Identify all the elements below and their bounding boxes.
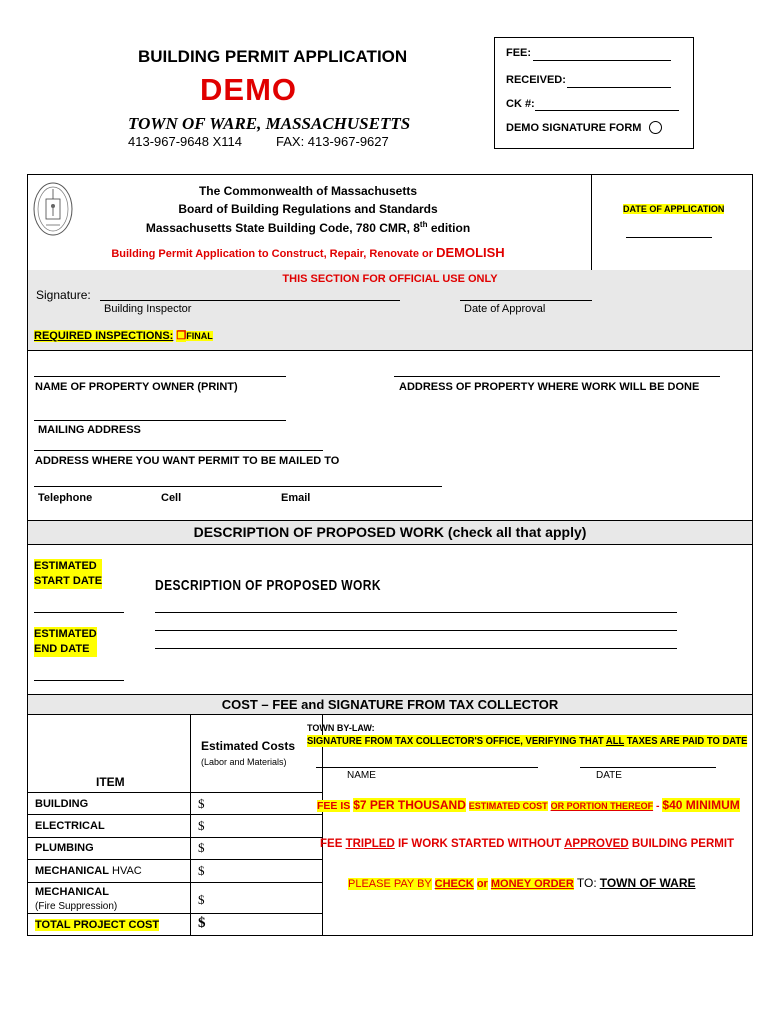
commonwealth-line1: The Commonwealth of Massachusetts — [198, 184, 418, 198]
owner-name-label: NAME OF PROPERTY OWNER (PRINT) — [35, 381, 238, 393]
money-order-text: MONEY ORDER — [490, 878, 574, 890]
approved-word: APPROVED — [564, 838, 629, 850]
required-inspections — [34, 329, 213, 342]
check-text: CHECK — [434, 878, 474, 890]
final-label: FINAL — [186, 331, 213, 341]
edition-sup: th — [419, 220, 428, 229]
date-of-application-line[interactable] — [626, 237, 712, 238]
description-section — [27, 544, 753, 694]
to-text: TO: — [576, 876, 597, 890]
code-text: Massachusetts State Building Code, 780 CMR, 8 — [145, 221, 420, 235]
demo-heading: DEMO — [200, 72, 297, 107]
sig-note-post: TAXES ARE PAID TO DATE — [626, 735, 748, 747]
row-divider — [28, 859, 323, 860]
start-date-label — [34, 559, 102, 589]
tax-collector-name-line[interactable] — [316, 767, 538, 768]
received-input-line[interactable] — [567, 87, 671, 88]
contact-line[interactable] — [34, 486, 442, 487]
mailing-address-line[interactable] — [34, 420, 286, 421]
approval-date-line[interactable] — [460, 300, 592, 301]
fee-tripled-note — [320, 838, 734, 850]
plumbing-cost-currency[interactable]: $ — [198, 840, 205, 855]
pay-by-text: PLEASE PAY BY — [348, 878, 432, 890]
building-inspector-label: Building Inspector — [104, 303, 192, 315]
phone-number: 413-967-9648 X114 — [128, 134, 242, 149]
email-label: Email — [281, 492, 311, 504]
fee-box — [494, 37, 694, 149]
permit-mail-address-label: ADDRESS WHERE YOU WANT PERMIT TO BE MAILED TO — [35, 455, 340, 467]
tripled-post: BUILDING PERMIT — [631, 838, 735, 850]
mechanical-hvac-label — [35, 865, 142, 877]
section-divider — [591, 175, 592, 271]
fee-dash: - — [656, 800, 660, 812]
commonwealth-section — [27, 174, 753, 272]
fire-cost-currency[interactable]: $ — [198, 892, 205, 907]
description-heading: DESCRIPTION OF PROPOSED WORK (check all that apply) — [27, 520, 753, 545]
fee-rate-note — [317, 798, 740, 812]
row-divider — [28, 814, 323, 815]
cell-label: Cell — [161, 492, 182, 504]
fee-is-text: FEE IS — [317, 800, 351, 812]
payment-note — [348, 876, 696, 890]
mailing-address-label: MAILING ADDRESS — [38, 424, 141, 436]
work-description-line-2[interactable] — [155, 630, 677, 631]
row-divider — [28, 913, 323, 914]
plumbing-label: PLUMBING — [35, 842, 94, 854]
row-divider — [28, 837, 323, 838]
received-label: RECEIVED: — [506, 74, 566, 86]
cost-section — [27, 714, 753, 936]
official-use-heading: THIS SECTION FOR OFFICIAL USE ONLY — [282, 273, 498, 285]
mechanical-fire-label: MECHANICAL — [35, 886, 109, 898]
owner-section — [27, 350, 753, 520]
tax-collector-signature-note — [307, 735, 747, 747]
required-inspections-label: REQUIRED INSPECTIONS: — [34, 330, 174, 342]
fee-portion-text: OR PORTION THEREOF — [550, 801, 654, 811]
total-project-cost-label: TOTAL PROJECT COST — [35, 919, 160, 931]
electrical-label: ELECTRICAL — [35, 820, 105, 832]
fee-minimum-text: $40 MINIMUM — [662, 798, 740, 812]
date-of-application-label: DATE OF APPLICATION — [623, 204, 725, 214]
demolish-emphasis: DEMOLISH — [436, 245, 505, 260]
work-description-line-3[interactable] — [155, 648, 677, 649]
end-label-1: ESTIMATED — [34, 628, 97, 640]
demo-signature-form-label: DEMO SIGNATURE FORM — [506, 122, 642, 134]
tripled-mid: IF WORK STARTED WITHOUT — [397, 838, 562, 850]
town-name: TOWN OF WARE, MASSACHUSETTS — [128, 114, 411, 133]
labor-materials-label: (Labor and Materials) — [201, 757, 287, 767]
hvac-cost-currency[interactable]: $ — [198, 863, 205, 878]
work-description-line-1[interactable] — [155, 612, 677, 613]
commonwealth-line2: Board of Building Regulations and Standards — [178, 202, 438, 216]
cost-heading: COST – FEE and SIGNATURE FROM TAX COLLECTOR — [27, 694, 753, 715]
date-label: DATE — [596, 770, 622, 781]
fax-number: FAX: 413-967-9627 — [276, 134, 389, 149]
end-label-2: END DATE — [34, 643, 90, 655]
estimated-costs-label: Estimated Costs — [201, 739, 296, 753]
hvac-label: HVAC — [108, 865, 142, 877]
name-label: NAME — [347, 770, 376, 781]
fee-estimated-text: ESTIMATED COST — [468, 801, 548, 811]
signature-form-radio[interactable] — [649, 121, 662, 134]
proposed-work-title: DESCRIPTION OF PROPOSED WORK — [155, 577, 381, 594]
date-of-approval-label: Date of Approval — [464, 303, 546, 315]
fee-label: FEE: — [506, 47, 532, 59]
tripled-pre: FEE — [320, 838, 343, 850]
tripled-word: TRIPLED — [345, 838, 395, 850]
sig-note-pre: SIGNATURE FROM TAX COLLECTOR'S OFFICE, VERIFYING THAT — [307, 735, 604, 747]
end-date-label — [34, 627, 97, 657]
row-divider — [28, 882, 323, 883]
total-cost-currency[interactable]: $ — [198, 915, 206, 931]
start-date-line[interactable] — [34, 612, 124, 613]
start-label-1: ESTIMATED — [34, 560, 97, 572]
town-bylaw-label: TOWN BY-LAW: — [307, 723, 375, 733]
pay-or-text: or — [476, 878, 488, 890]
building-cost-currency[interactable]: $ — [198, 796, 205, 811]
end-date-line[interactable] — [34, 680, 124, 681]
sig-note-all: ALL — [605, 735, 625, 747]
commonwealth-line3 — [28, 220, 588, 235]
tax-collector-date-line[interactable] — [580, 767, 716, 768]
ck-input-line[interactable] — [535, 110, 679, 111]
form-title: BUILDING PERMIT APPLICATION — [138, 47, 408, 66]
ck-label: CK #: — [506, 98, 535, 110]
edition-text: edition — [427, 221, 471, 235]
town-of-ware-payee: TOWN OF WARE — [599, 876, 696, 890]
fire-suppression-label: (Fire Suppression) — [35, 901, 118, 912]
item-label: ITEM — [96, 775, 125, 789]
row-divider — [28, 792, 323, 793]
official-use-section — [27, 270, 753, 351]
permit-mail-address-line[interactable] — [34, 450, 323, 451]
owner-name-line[interactable] — [34, 376, 286, 377]
property-address-label: ADDRESS OF PROPERTY WHERE WORK WILL BE DONE — [399, 381, 700, 393]
application-subtitle — [28, 245, 588, 260]
property-address-line[interactable] — [394, 376, 720, 377]
telephone-label: Telephone — [38, 492, 93, 504]
inspector-signature-line[interactable] — [100, 300, 400, 301]
building-label: BUILDING — [35, 798, 89, 810]
final-checkbox-icon[interactable]: ❒ — [176, 330, 187, 342]
mechanical-label: MECHANICAL — [35, 865, 109, 877]
electrical-cost-currency[interactable]: $ — [198, 818, 205, 833]
signature-label: Signature: — [36, 288, 91, 302]
fee-amount-text: $7 PER THOUSAND — [353, 798, 466, 812]
start-label-2: START DATE — [34, 575, 103, 587]
subtitle-text: Building Permit Application to Construct, Repair, Renovate or — [111, 248, 433, 260]
fee-input-line[interactable] — [533, 60, 671, 61]
